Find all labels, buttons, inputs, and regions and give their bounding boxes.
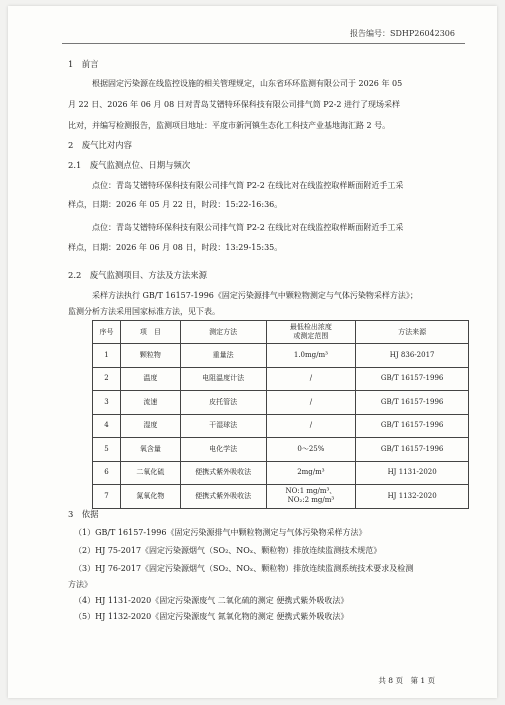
table-row [93, 461, 469, 485]
methods-table [92, 320, 469, 509]
cell-no: 4 [93, 414, 121, 438]
section-1-title: 1 前言 [68, 59, 99, 69]
th-source: 方法来源 [356, 321, 469, 344]
method-line-1: 采样方法执行 GB/T 16157-1996《固定污染源排气中颗粒物测定与气体污染物采样方法》； [92, 291, 418, 300]
cell-item: 流速 [120, 391, 180, 415]
cell-no: 5 [93, 438, 121, 462]
cell-range: / [266, 391, 356, 415]
report-number: 报告编号：SDHP26042306 [350, 29, 455, 38]
cell-method: 电阻温度计法 [180, 367, 266, 391]
point-1-line-2: 样点，日期：2026 年 05 月 22 日，时段：15:22-16:36。 [68, 200, 283, 209]
cell-range-line-1: NO:1 mg/m³、 [285, 487, 337, 496]
cell-range: / [266, 367, 356, 391]
cell-item: 氧含量 [120, 438, 180, 462]
table-row [93, 414, 469, 438]
cell-source: HJ 1132-2020 [356, 485, 469, 509]
reference-3-line-2: 方法》 [68, 580, 92, 589]
cell-item: 颗粒物 [120, 344, 180, 368]
cell-source: GB/T 16157-1996 [356, 438, 469, 462]
point-2-line-1: 点位：青岛艾镨特环保科技有限公司排气筒 P2-2 在线比对在线监控取样断面附近手工采 [92, 223, 404, 232]
point-1-line-1: 点位：青岛艾镨特环保科技有限公司排气筒 P2-2 在线比对在线监控取样断面附近手工采 [92, 181, 404, 190]
method-line-2: 监测分析方法采用国家标准方法，见下表。 [68, 307, 220, 316]
cell-no: 6 [93, 461, 121, 485]
page-number: 共 8 页 第 1 页 [378, 676, 435, 685]
point-2-line-2: 样点，日期：2026 年 06 月 08 日，时段：13:29-15:35。 [68, 243, 283, 252]
cell-method: 皮托管法 [180, 391, 266, 415]
cell-method: 便携式紫外吸收法 [180, 485, 266, 509]
cell-no: 7 [93, 485, 121, 509]
cell-source: GB/T 16157-1996 [356, 414, 469, 438]
section-2-2-title: 2.2 废气监测项目、方法及方法来源 [68, 270, 207, 280]
cell-range: / [266, 414, 356, 438]
reference-2: （2）HJ 75-2017《固定污染源烟气（SO₂、NOₓ、颗粒物）排放连续监测技术规范》 [74, 546, 382, 555]
intro-line-2: 月 22 日、2026 年 06 月 08 日对青岛艾镨特环保科技有限公司排气筒 P2-2 进行了现场采样 [68, 100, 401, 109]
cell-range-line-2: NO₂:2 mg/m³ [287, 496, 335, 505]
section-3-title: 3 依据 [68, 509, 99, 519]
cell-source: HJ 836-2017 [356, 344, 469, 368]
table-row [93, 485, 469, 509]
reference-1: （1）GB/T 16157-1996《固定污染源排气中颗粒物测定与气体污染物采样方法》 [74, 528, 367, 537]
cell-item: 氮氧化物 [120, 485, 180, 509]
intro-line-3: 比对，并编写检测报告，监测项目地址：平度市新河镇生态化工科技产业基地海汇路 2 号。 [68, 121, 391, 130]
reference-4: （4）HJ 1131-2020《固定污染源废气 二氧化硫的测定 便携式紫外吸收法》 [74, 596, 349, 605]
cell-item: 二氧化硫 [120, 461, 180, 485]
table-row [93, 391, 469, 415]
section-2-1-title: 2.1 废气监测点位、日期与频次 [68, 160, 191, 170]
cell-no: 2 [93, 367, 121, 391]
cell-item: 温度 [120, 367, 180, 391]
cell-range [266, 485, 356, 509]
cell-no: 3 [93, 391, 121, 415]
cell-source: GB/T 16157-1996 [356, 367, 469, 391]
table-row [93, 438, 469, 462]
cell-range: 2mg/m³ [266, 461, 356, 485]
cell-method: 便携式紫外吸收法 [180, 461, 266, 485]
report-page [8, 6, 497, 698]
cell-method: 重量法 [180, 344, 266, 368]
reference-5: （5）HJ 1132-2020《固定污染源废气 氮氧化物的测定 便携式紫外吸收法》 [74, 612, 349, 621]
th-method: 测定方法 [180, 321, 266, 344]
intro-line-1: 根据固定污染源在线监控设施的相关管理规定，山东省环环监测有限公司于 2026 年 05 [92, 79, 403, 88]
cell-range: 1.0mg/m³ [266, 344, 356, 368]
th-range: 最低检出浓度 或测定范围 [266, 321, 356, 344]
th-item: 项 目 [120, 321, 180, 344]
cell-source: HJ 1131-2020 [356, 461, 469, 485]
cell-item: 湿度 [120, 414, 180, 438]
header-rule [62, 43, 465, 44]
cell-method: 电化学法 [180, 438, 266, 462]
cell-source: GB/T 16157-1996 [356, 391, 469, 415]
reference-3-line-1: （3）HJ 76-2017《固定污染源烟气（SO₂、NOₓ、颗粒物）排放连续监测系统技术要求及检测 [74, 564, 414, 573]
table-header-row [93, 321, 469, 344]
section-2-title: 2 废气比对内容 [68, 140, 132, 150]
cell-no: 1 [93, 344, 121, 368]
table-row [93, 344, 469, 368]
cell-method: 干湿球法 [180, 414, 266, 438]
th-no: 序号 [93, 321, 121, 344]
table-row [93, 367, 469, 391]
cell-range: 0～25% [266, 438, 356, 462]
